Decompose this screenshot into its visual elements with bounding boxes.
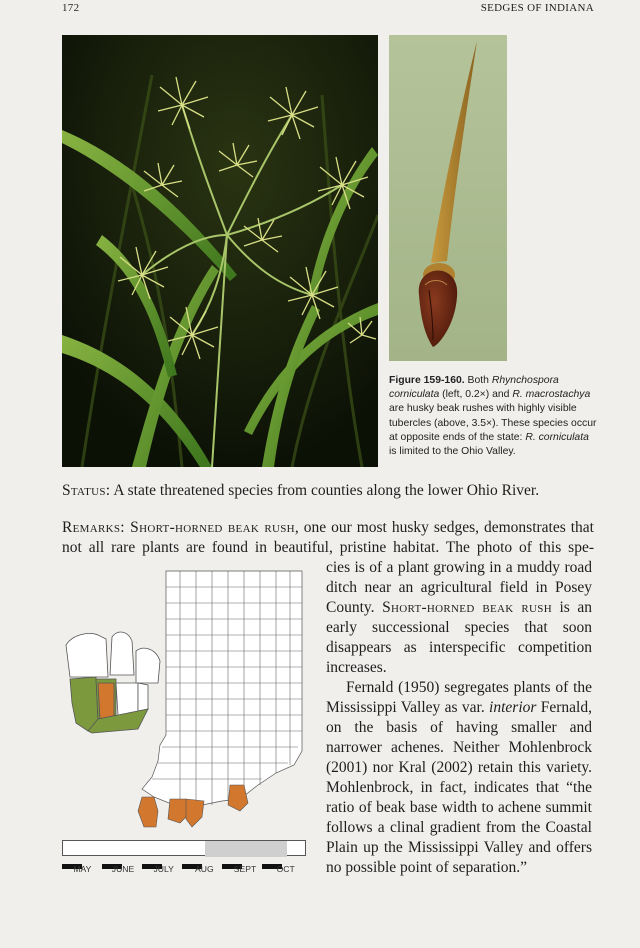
figure-caption — [389, 374, 599, 459]
remarks-line1: , one our most husky sedges, demonstrates that — [294, 519, 594, 536]
caption-text-2: (left, 0.2×) and — [439, 389, 513, 401]
remarks-intro — [62, 518, 594, 558]
caption-text-4: is limited to the Ohio Valley. — [389, 446, 516, 458]
timeline-month-labels — [62, 864, 306, 876]
phenology-timeline — [62, 840, 306, 880]
remarks-p2-a: Fernald (1950) segregates plants of the Mississippi Valley as var. — [326, 679, 592, 716]
caption-text-3: are husky beak rushes with highly visible tubercles (above, 3.5×). These species occur at opposite ends of the state: — [389, 403, 597, 443]
month-label-sept: SEPT — [233, 864, 257, 874]
caption-text-1: Both — [464, 375, 492, 386]
remarks-p2-variety: interior — [489, 699, 537, 716]
month-label-oct: OCT — [276, 864, 295, 874]
status-text: A state threatened species from counties along the lower Ohio River. — [110, 482, 540, 499]
figure-label: Figure 159-160. — [389, 375, 465, 386]
timeline-ticks — [62, 856, 306, 861]
remarks-p1-b: is an early successional species that soon disappears as interspecific competition increases. — [326, 599, 592, 676]
remarks-p1-a: cies is of a plant growing in a muddy road ditch near an agricultural field in Posey County. — [326, 559, 592, 616]
status-label: Status: — [62, 482, 111, 499]
remarks-p1-common: Short-horned beak rush — [382, 599, 552, 616]
plant-photo — [62, 35, 378, 467]
month-label-june: JUNE — [111, 864, 135, 874]
status-paragraph — [62, 481, 602, 501]
running-title: SEDGES OF INDIANA — [480, 2, 594, 14]
page-number: 172 — [62, 2, 80, 14]
month-label-aug: AUG — [195, 864, 214, 874]
page-header — [62, 2, 594, 16]
fruiting-period-shade — [205, 841, 286, 857]
remarks-p2-b: Fernald, on the basis of having smaller and narrower achenes. Neither Mohlenbrock (2001) nor Kral (2002) retain this variety. Mohlenbrock, in fact, indicates that “the ratio of beak base width to achene summit follows a clinal gradient from the Coastal Plain up the Mississippi Valley and offers no possible point of separation.” — [326, 699, 592, 876]
achene-illustration — [389, 35, 507, 361]
indiana-county-map — [138, 571, 302, 827]
month-label-may: MAY — [73, 864, 92, 874]
remarks-body — [326, 558, 592, 878]
regional-inset-map — [66, 632, 160, 733]
month-label-july: JULY — [153, 864, 174, 874]
distribution-maps — [62, 565, 310, 837]
achene-photo — [389, 35, 507, 361]
plant-illustration — [62, 35, 378, 467]
remarks-label: Remarks: — [62, 519, 125, 536]
remarks-common-name: Short-horned beak rush — [124, 519, 295, 536]
timeline-bar — [62, 840, 306, 856]
remarks-line2: not all rare plants are found in beautiful, pristine habitat. The photo of this spe- — [62, 539, 594, 556]
caption-species-2: R. macrostachya — [512, 389, 591, 401]
caption-species-3: R. corniculata — [525, 431, 589, 443]
caption-species-1: Rhynchospora corniculata — [389, 375, 559, 401]
distribution-map-area — [62, 565, 310, 837]
